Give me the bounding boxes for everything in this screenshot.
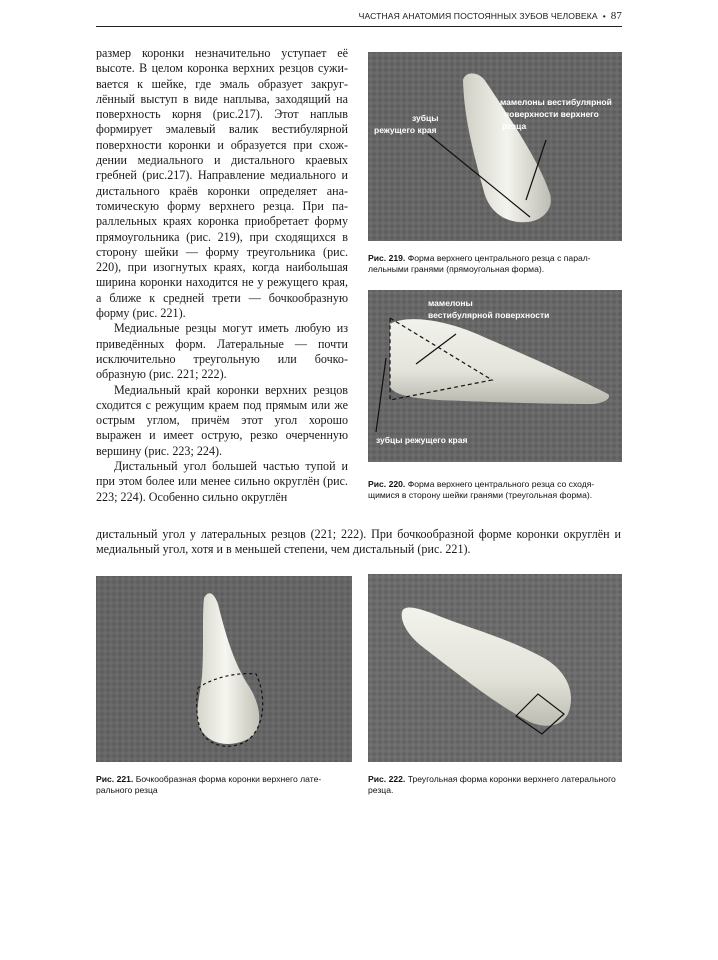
figure-221-photo bbox=[96, 576, 352, 762]
fig219-label-d: поверхности верхнего bbox=[504, 109, 599, 119]
paragraph-5: дистальный угол у латеральных резцов (221; 222). При бочкообразной форме коронки округлён и медиальный угол, хотя и в меньшей степени, чем дистальный (рис. 221). bbox=[96, 527, 621, 557]
fig220-num: Рис. 220. bbox=[368, 479, 406, 489]
figure-219-photo bbox=[368, 52, 622, 241]
header-title: ЧАСТНАЯ АНАТОМИЯ ПОСТОЯННЫХ ЗУБОВ ЧЕЛОВЕКА bbox=[358, 11, 598, 21]
figure-219-image bbox=[368, 52, 622, 241]
fig220-label-b: вестибулярной поверхности bbox=[428, 310, 550, 320]
figure-219-caption bbox=[368, 253, 622, 276]
fig219-label-b: режущего края bbox=[374, 125, 437, 135]
fig219-caption-text: Форма верхнего центрального резца с параллельными гранями (прямоугольная форма). bbox=[368, 253, 591, 275]
header-separator: • bbox=[602, 11, 606, 21]
figure-220-image bbox=[368, 290, 622, 462]
fig219-label-e: резца bbox=[502, 121, 527, 131]
paragraph-2: Медиальные резцы могут иметь любую из приведённых форм. Латеральные — почти исключительно треугольную или бочкообразную (рис. 221; 222). bbox=[96, 321, 348, 382]
paragraph-1: размер коронки незначительно уступает её высоте. В целом коронка верхних резцов суживается к шейке, где эмаль образует закруглённый выступ в виде наплыва, заходящий на поверхность корня (рис.217). Этот наплыв формирует эмалевый валик вестибулярной поверхности коронки и образуется при схождении медиального и дистального краевых гребней (рис.217). Направление медиального и дистального краёв коронки определяет анатомическую форму верхнего резца. При параллельных краях коронка приобретает форму прямоугольника (рис. 219), при сходящихся в сторону шейки — форму треугольника (рис. 220), при изогнутых краях, когда наибольшая ширина коронки находится не у режущего края, а ближе к средней трети — бочкообразную форму (рис. 221). bbox=[96, 46, 348, 321]
fig219-num: Рис. 219. bbox=[368, 253, 406, 263]
fig222-caption-text: Треугольная форма коронки верхнего латерального резца. bbox=[368, 774, 616, 796]
running-header bbox=[96, 10, 622, 27]
fig222-num: Рис. 222. bbox=[368, 774, 406, 784]
figure-220-caption bbox=[368, 479, 622, 502]
fig221-caption-text: Бочкообразная форма коронки верхнего латерального резца bbox=[96, 774, 322, 796]
figure-221-caption bbox=[96, 774, 352, 797]
fig220-label-a: мамелоны bbox=[428, 298, 473, 308]
fig219-label-a: зубцы bbox=[412, 113, 439, 123]
fig219-label-c: мамелоны вестибулярной bbox=[500, 97, 612, 107]
fig220-label-c: зубцы режущего края bbox=[376, 435, 468, 445]
figure-221-image bbox=[96, 576, 352, 762]
text-column bbox=[96, 46, 348, 505]
fig221-num: Рис. 221. bbox=[96, 774, 134, 784]
figure-222-photo bbox=[368, 574, 622, 762]
fig220-caption-text: Форма верхнего центрального резца со сходящимися в сторону шейки гранями (треугольная форма). bbox=[368, 479, 595, 501]
paragraph-3: Медиальный край коронки верхних резцов сходится с режущим краем под прямым или же острым углом, причём этот угол хорошо выражен и имеет острую, резко очерченную вершину (рис. 223; 224). bbox=[96, 382, 348, 458]
figure-222-image bbox=[368, 574, 622, 762]
figure-222-caption bbox=[368, 774, 622, 797]
paragraph-4: Дистальный угол большей частью тупой и при этом более или менее сильно округлён (рис. 223; 224). Особенно сильно округлён bbox=[96, 459, 348, 504]
text-full-width bbox=[96, 527, 621, 558]
figure-220-photo bbox=[368, 290, 622, 462]
page-number: 87 bbox=[610, 10, 622, 22]
